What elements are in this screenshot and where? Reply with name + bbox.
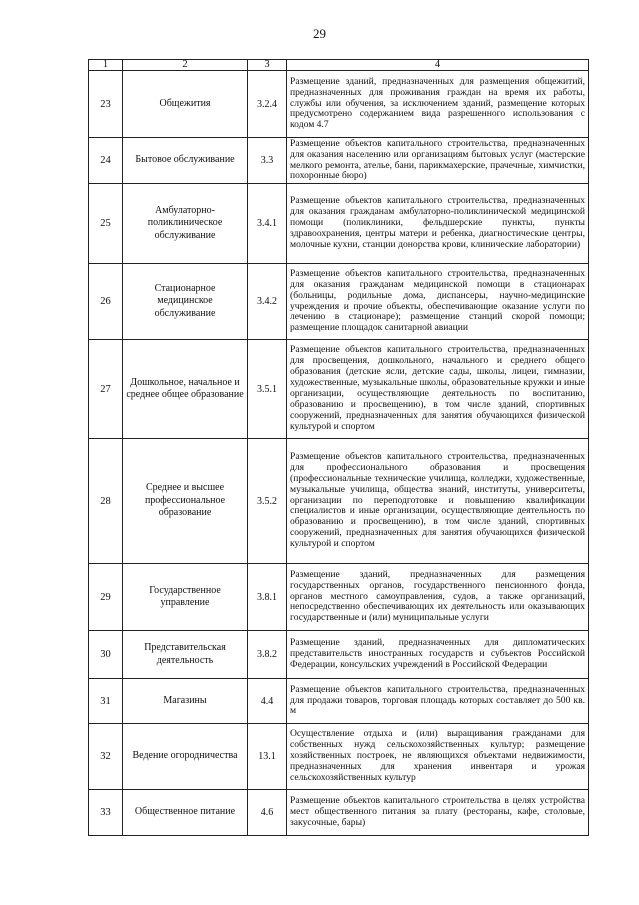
table-row [89, 564, 589, 631]
row-number: 28 [89, 439, 123, 564]
table-row [89, 264, 589, 340]
row-number: 29 [89, 564, 123, 631]
row-number: 23 [89, 71, 123, 138]
use-name: Магазины [123, 679, 248, 724]
row-number: 33 [89, 790, 123, 836]
use-description: Размещение объектов капитального строительства, предназначенных для профессионального образования и просвещения (профессиональные технические училища, колледжи, художественные, музыкальные училища, общества знаний, институты, университеты, организации по переподготовке и повышению квалификации специалистов и иные организации, осуществляющие деятельность по образованию и просвещению), в том числе зданий, спортивных сооружений, предназначенных для занятия обучающихся физической культурой и спортом [287, 439, 589, 564]
use-name: Представительская деятельность [123, 631, 248, 679]
header-row [89, 60, 589, 71]
use-description: Размещение объектов капитального строительства, предназначенных для продажи товаров, торговая площадь которых составляет до 500 кв. м [287, 679, 589, 724]
table-row [89, 138, 589, 184]
use-name: Общественное питание [123, 790, 248, 836]
table-row [89, 71, 589, 138]
use-code: 3.5.1 [248, 340, 287, 439]
use-code: 3.5.2 [248, 439, 287, 564]
use-description: Размещение объектов капитального строительства, предназначенных для оказания гражданам амбулаторно-поликлинической медицинской помощи (поликлиники, фельдшерские пункты, пункты здравоохранения, центры матери и ребенка, диагностические центры, молочные кухни, станции донорства крови, клинические лаборатории) [287, 184, 589, 264]
use-name: Государственное управление [123, 564, 248, 631]
use-code: 3.2.4 [248, 71, 287, 138]
use-name: Бытовое обслуживание [123, 138, 248, 184]
use-description: Размещение зданий, предназначенных для дипломатических представительств иностранных государств и субъектов Российской Федерации, консульских учреждений в Российской Федерации [287, 631, 589, 679]
header-col-2: 2 [123, 60, 248, 71]
table-row [89, 439, 589, 564]
use-code: 3.4.1 [248, 184, 287, 264]
header-col-1: 1 [89, 60, 123, 71]
use-code: 3.8.1 [248, 564, 287, 631]
use-code: 4.4 [248, 679, 287, 724]
table-row [89, 679, 589, 724]
use-code: 3.4.2 [248, 264, 287, 340]
table-row [89, 724, 589, 790]
table-row [89, 184, 589, 264]
row-number: 26 [89, 264, 123, 340]
land-use-table [88, 59, 589, 836]
row-number: 30 [89, 631, 123, 679]
use-description: Размещение зданий, предназначенных для размещения общежитий, предназначенных для проживания граждан на время их работы, службы или обучения, за исключением зданий, размещение которых предусмотрено содержанием вида разрешенного использования с кодом 4.7 [287, 71, 589, 138]
row-number: 31 [89, 679, 123, 724]
use-code: 4.6 [248, 790, 287, 836]
row-number: 32 [89, 724, 123, 790]
use-name: Стационарное медицинское обслуживание [123, 264, 248, 340]
use-name: Дошкольное, начальное и среднее общее образование [123, 340, 248, 439]
use-description: Размещение объектов капитального строительства, предназначенных для оказания населению или организациям бытовых услуг (мастерские мелкого ремонта, ателье, бани, парикмахерские, прачечные, химчистки, похоронные бюро) [287, 138, 589, 184]
use-description: Размещение объектов капитального строительства, предназначенных для просвещения, дошкольного, начального и среднего общего образования (детские ясли, детские сады, школы, лицеи, гимназии, художественные, музыкальные школы, образовательные кружки и иные организации, осуществляющие деятельность по воспитанию, образованию и просвещению), в том числе зданий, спортивных сооружений, предназначенных для занятия обучающихся физической культурой и спортом [287, 340, 589, 439]
use-description: Размещение зданий, предназначенных для размещения государственных органов, государственного пенсионного фонда, органов местного самоуправления, судов, а также организаций, непосредственно обеспечивающих их деятельность или оказывающих государственные и (или) муниципальные услуги [287, 564, 589, 631]
use-name: Ведение огородничества [123, 724, 248, 790]
use-name: Среднее и высшее профессиональное образование [123, 439, 248, 564]
row-number: 27 [89, 340, 123, 439]
header-col-3: 3 [248, 60, 287, 71]
table-row [89, 340, 589, 439]
use-description: Размещение объектов капитального строительства, предназначенных для оказания гражданам медицинской помощи в стационарах (больницы, родильные дома, диспансеры, научно-медицинские учреждения и прочие объекты, обеспечивающие оказание услуги по лечению в стационаре); размещение станций скорой помощи; размещение площадок санитарной авиации [287, 264, 589, 340]
use-name: Амбулаторно-поликлиническое обслуживание [123, 184, 248, 264]
use-code: 3.8.2 [248, 631, 287, 679]
table-row [89, 631, 589, 679]
use-code: 3.3 [248, 138, 287, 184]
page-number: 29 [313, 26, 326, 41]
use-description: Размещение объектов капитального строительства в целях устройства мест общественного питания за плату (рестораны, кафе, столовые, закусочные, бары) [287, 790, 589, 836]
table-row [89, 790, 589, 836]
header-col-4: 4 [287, 60, 589, 71]
row-number: 25 [89, 184, 123, 264]
row-number: 24 [89, 138, 123, 184]
use-name: Общежития [123, 71, 248, 138]
use-description: Осуществление отдыха и (или) выращивания гражданами для собственных нужд сельскохозяйственных культур; размещение хозяйственных построек, не являющихся объектами недвижимости, предназначенных для хранения инвентаря и урожая сельскохозяйственных культур [287, 724, 589, 790]
use-code: 13.1 [248, 724, 287, 790]
